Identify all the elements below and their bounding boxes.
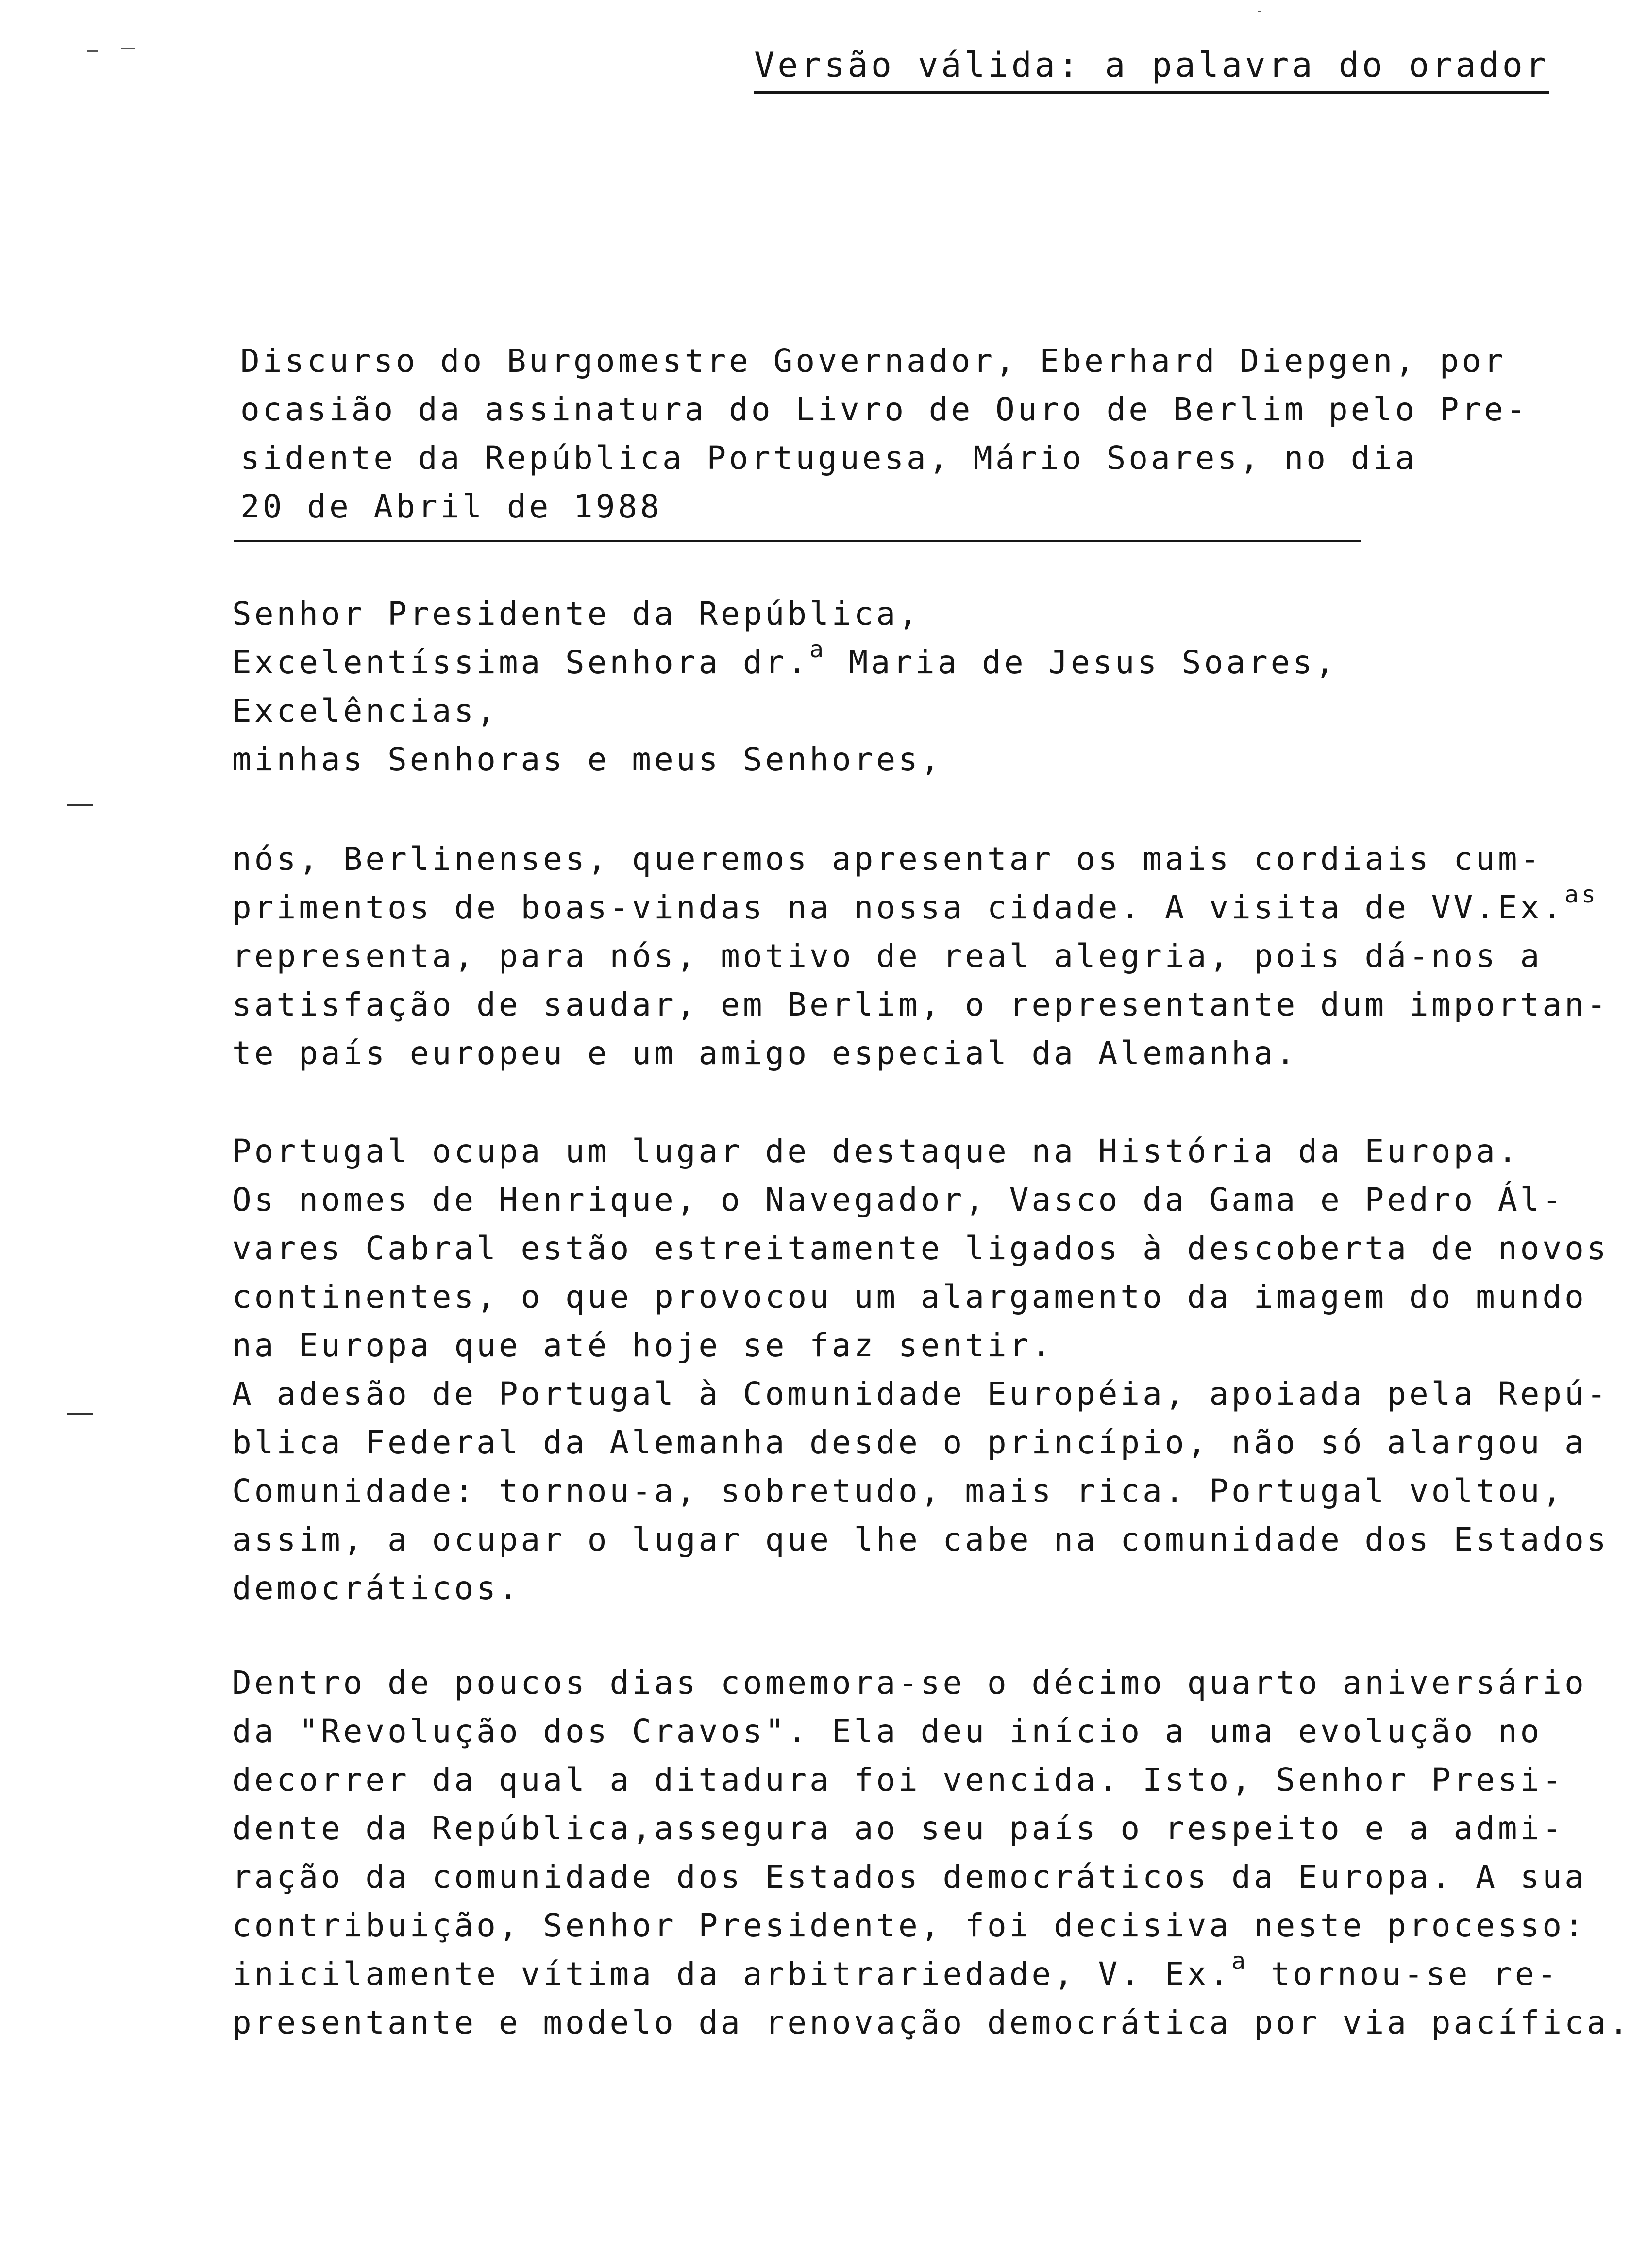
superscript: a (1231, 1948, 1248, 1975)
title-line: ocasião da assinatura do Livro de Ouro de Berlim pelo Pre- (240, 391, 1529, 428)
paragraph-line: Dentro de poucos dias comemora-se o décimo quarto aniversário (232, 1664, 1587, 1701)
salutation-text: Maria de Jesus Soares, (826, 644, 1337, 681)
paragraph-line: nós, Berlinenses, queremos apresentar os mais cordiais cum- (232, 840, 1543, 878)
paragraph-line: presentante e modelo da renovação democrática por via pacífica. (232, 2004, 1631, 2041)
paragraph-line: Portugal ocupa um lugar de destaque na História da Europa. (232, 1133, 1520, 1170)
superscript: as (1564, 881, 1598, 908)
header-note: Versão válida: a palavra do orador (754, 41, 1549, 94)
speech-title (240, 337, 1529, 531)
paragraph-text: inicilamente vítima da arbitrariedade, V. Ex. (232, 1955, 1232, 1993)
paragraph-line: na Europa que até hoje se faz sentir. (232, 1327, 1054, 1364)
paragraph-line: da "Revolução dos Cravos". Ela deu início a uma evolução no (232, 1713, 1543, 1750)
paragraph-history (232, 1127, 1609, 1613)
paragraph-line: assim, a ocupar o lugar que lhe cabe na comunidade dos Estados (232, 1521, 1609, 1558)
paragraph-line: decorrer da qual a ditadura foi vencida. Isto, Senhor Presi- (232, 1761, 1565, 1799)
paragraph-revolution (232, 1659, 1631, 2047)
paragraph-line: ração da comunidade dos Estados democráticos da Europa. A sua (232, 1858, 1587, 1896)
paragraph-line: Comunidade: tornou-a, sobretudo, mais rica. Portugal voltou, (232, 1472, 1565, 1510)
scan-speck (1258, 11, 1261, 12)
paragraph-line: dente da República,assegura ao seu país o respeito e a admi- (232, 1810, 1565, 1847)
scan-speck (121, 48, 135, 49)
paragraph-line: te país europeu e um amigo especial da Alemanha. (232, 1034, 1298, 1072)
salutation-line: Excelências, (232, 692, 499, 730)
paragraph-line: Os nomes de Henrique, o Navegador, Vasco da Gama e Pedro Ál- (232, 1181, 1565, 1218)
paragraph-line: satisfação de saudar, em Berlim, o representante dum importan- (232, 986, 1609, 1023)
paragraph-line: continentes, o que provocou um alargamento da imagem do mundo (232, 1278, 1587, 1316)
title-line: Discurso do Burgomestre Governador, Eberhard Diepgen, por (240, 342, 1506, 380)
punch-mark (67, 804, 93, 806)
paragraph-line: representa, para nós, motivo de real alegria, pois dá-nos a (232, 937, 1543, 975)
scan-speck (87, 50, 98, 52)
paragraph-text: primentos de boas-vindas na nossa cidade. A visita de VV.Ex. (232, 889, 1565, 926)
punch-mark (67, 1413, 93, 1415)
paragraph-line: vares Cabral estão estreitamente ligados à descoberta de novos (232, 1230, 1609, 1267)
paragraph-line: democráticos. (232, 1569, 521, 1607)
title-underline (234, 540, 1361, 542)
paragraph-line: contribuição, Senhor Presidente, foi decisiva neste processo: (232, 1907, 1587, 1944)
title-line: sidente da República Portuguesa, Mário Soares, no dia (240, 439, 1417, 477)
paragraph-line: A adesão de Portugal à Comunidade Européia, apoiada pela Repú- (232, 1375, 1609, 1413)
salutation-line: Senhor Presidente da República, (232, 595, 921, 633)
salutation-line: minhas Senhoras e meus Senhores, (232, 741, 943, 778)
salutation-line (232, 638, 1495, 687)
salutation (232, 590, 1495, 784)
paragraph-line: blica Federal da Alemanha desde o princípio, não só alargou a (232, 1424, 1587, 1461)
paragraph-line (232, 881, 1598, 932)
title-line: 20 de Abril de 1988 (240, 488, 662, 525)
paragraph-text: tornou-se re- (1248, 1955, 1560, 1993)
salutation-text: Excelentíssima Senhora dr. (232, 644, 810, 681)
paragraph-welcome (232, 835, 1609, 1078)
paragraph-line (232, 1948, 1560, 1999)
superscript: a (809, 636, 827, 663)
